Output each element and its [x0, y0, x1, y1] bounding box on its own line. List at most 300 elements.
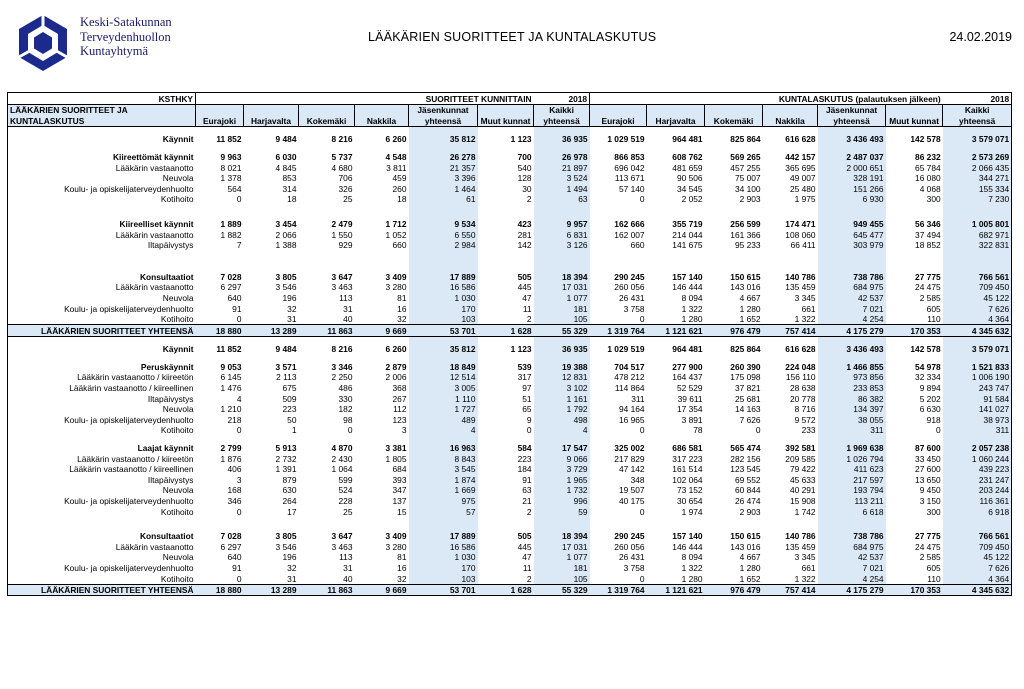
table-cell: 2 879: [385, 361, 407, 372]
table-cell: 281: [517, 229, 532, 240]
table-row: [8, 372, 1012, 383]
table-cell: 3 647: [331, 531, 353, 542]
table-cell: 9 066: [534, 453, 590, 464]
spacer-cell: [705, 264, 763, 271]
column-header-top-0: [196, 104, 244, 115]
table-cell: 60 844: [734, 485, 761, 496]
table-cell: 39 611: [677, 393, 703, 404]
table-cell: 24 475: [915, 541, 941, 552]
table-cell: 1 319 764: [590, 584, 647, 596]
table-cell: 2 066 435: [943, 162, 1012, 173]
table-cell: 63: [534, 194, 590, 205]
table-cell: 36 935: [534, 134, 590, 145]
table-row: [8, 162, 1012, 173]
table-cell: 55 329: [534, 325, 590, 337]
table-cell: 757 414: [763, 325, 818, 337]
table-cell: 3: [401, 425, 407, 436]
table-cell: 661: [801, 303, 816, 314]
table-cell: 105: [534, 314, 590, 325]
table-cell: 0: [639, 194, 645, 205]
table-cell: 282 156: [730, 453, 761, 464]
table-cell: 157 140: [672, 531, 703, 542]
table-row: [8, 495, 1012, 506]
table-cell: 260 056: [614, 282, 645, 293]
table-cell: 1 628: [478, 325, 534, 337]
table-row: [8, 531, 1012, 542]
spacer-cell: [196, 264, 244, 271]
table-cell: 4 345 632: [943, 325, 1012, 337]
spacer-cell: [534, 264, 590, 271]
table-cell: 498: [534, 414, 590, 425]
table-cell: 1 280: [739, 562, 761, 573]
table-cell: 228: [338, 496, 353, 506]
table-cell: 1 388: [275, 240, 297, 251]
table-row: [8, 562, 1012, 573]
table-cell: 37 494: [915, 229, 941, 240]
table-cell: 113: [339, 292, 353, 303]
spacer-cell: [590, 264, 647, 271]
table-cell: 640: [227, 292, 242, 303]
table-cell: 28 638: [789, 383, 816, 394]
table-cell: 423: [517, 218, 532, 229]
table-cell: 184: [517, 464, 532, 475]
table-cell: 3 579 071: [943, 344, 1012, 355]
table-cell: 91: [522, 474, 532, 485]
report-table: [7, 92, 1012, 596]
table-cell: 3 396: [409, 173, 478, 184]
table-cell: 9 957: [534, 218, 590, 229]
table-cell: 32 334: [915, 372, 941, 383]
row-label: Kotihoito: [8, 506, 196, 517]
table-row: [8, 282, 1012, 293]
column-header-12: Muut kunnat: [886, 115, 943, 126]
column-header-2: Kokemäki: [299, 115, 355, 126]
table-row: [8, 414, 1012, 425]
spacer-cell: [244, 144, 299, 151]
spacer-cell: [590, 435, 647, 442]
spacer-cell: [943, 264, 1012, 271]
table-cell: 2 799: [220, 443, 242, 454]
spacer-cell: [647, 250, 705, 264]
column-header-1: Harjavalta: [244, 115, 299, 126]
spacer-cell: [8, 250, 196, 264]
table-row: [8, 173, 1012, 184]
table-cell: 996: [534, 495, 590, 506]
table-cell: 300: [926, 506, 941, 517]
table-cell: 34 545: [676, 183, 703, 194]
table-cell: 170: [409, 303, 478, 314]
table-cell: 277 900: [672, 361, 703, 372]
table-cell: 45 122: [943, 552, 1012, 563]
row-label: Konsultaatiot: [8, 531, 196, 542]
table-cell: 196: [282, 292, 297, 303]
table-cell: 1 121 621: [647, 325, 705, 337]
table-cell: 55 329: [534, 584, 590, 596]
table-cell: 0: [639, 314, 645, 325]
table-cell: 4 364: [943, 314, 1012, 325]
table-cell: 110: [927, 314, 941, 325]
table-cell: 478 212: [614, 372, 645, 383]
spacer-cell: [763, 144, 818, 151]
table-cell: 59: [534, 506, 590, 517]
table-cell: 368: [392, 383, 407, 394]
spacer-row: [8, 250, 1012, 264]
table-cell: 9 963: [220, 151, 242, 162]
table-cell: 260: [392, 183, 407, 194]
table-cell: 17 031: [534, 282, 590, 293]
table-cell: 146 444: [672, 282, 703, 293]
table-cell: 26 474: [734, 496, 761, 506]
table-cell: 1 006 190: [943, 372, 1012, 383]
table-cell: 4 254: [818, 573, 886, 584]
spacer-cell: [244, 517, 299, 531]
table-cell: 193 794: [818, 485, 886, 496]
table-cell: 98: [343, 414, 353, 425]
spacer-cell: [705, 354, 763, 361]
column-header-7: Eurajoki: [590, 115, 647, 126]
row-label: Kiireelliset käynnit: [8, 218, 196, 229]
spacer-cell: [534, 144, 590, 151]
spacer-cell: [647, 354, 705, 361]
spacer-cell: [818, 126, 886, 134]
spacer-cell: [409, 204, 478, 218]
table-cell: 1 652: [739, 314, 761, 325]
table-cell: 95 233: [734, 240, 761, 251]
spacer-cell: [534, 354, 590, 361]
table-cell: 90 506: [676, 173, 703, 184]
table-cell: 3 126: [534, 240, 590, 251]
table-cell: 1 322: [794, 314, 816, 325]
spacer-cell: [886, 264, 943, 271]
table-cell: 1 322: [794, 573, 816, 584]
table-cell: 616 628: [785, 134, 816, 145]
table-cell: 63: [522, 485, 532, 496]
table-cell: 1: [291, 425, 297, 436]
table-cell: 2 006: [385, 372, 407, 383]
table-cell: 1 975: [794, 194, 816, 205]
section-left-year: 2018: [534, 93, 590, 105]
row-header-top: LÄÄKÄRIEN SUORITTEET JA: [8, 104, 196, 115]
spacer-cell: [244, 435, 299, 442]
table-cell: 256 599: [730, 218, 761, 229]
table-cell: 1 161: [534, 393, 590, 404]
spacer-cell: [705, 336, 763, 344]
table-row: [8, 271, 1012, 282]
table-cell: 13 650: [915, 474, 941, 485]
table-cell: 347: [392, 485, 407, 496]
table-cell: 17 354: [676, 404, 703, 415]
table-cell: 40: [343, 314, 353, 325]
table-cell: 35 812: [409, 134, 478, 145]
table-cell: 135 459: [785, 282, 816, 293]
spacer-cell: [355, 435, 409, 442]
spacer-cell: [647, 126, 705, 134]
table-cell: 25: [343, 194, 353, 205]
table-cell: 684 975: [818, 541, 886, 552]
spacer-cell: [886, 336, 943, 344]
section-right-label: KUNTALASKUTUS (palautuksen jälkeen): [590, 93, 943, 105]
table-cell: 0: [347, 425, 353, 436]
table-cell: 6 145: [220, 372, 242, 383]
table-cell: 57 140: [618, 183, 645, 194]
table-cell: 3 571: [275, 361, 297, 372]
table-cell: 40: [343, 573, 353, 584]
table-cell: 4 068: [919, 183, 941, 194]
table-cell: 1 378: [220, 173, 242, 184]
spacer-cell: [299, 336, 355, 344]
table-cell: 684 975: [818, 282, 886, 293]
table-cell: 66 411: [790, 240, 816, 251]
table-cell: 35 812: [409, 344, 478, 355]
table-cell: 3 524: [534, 173, 590, 184]
table-cell: 7: [236, 240, 242, 251]
row-label: Käynnit: [8, 344, 196, 355]
row-label: Lääkärin vastaanotto / kiireellinen: [8, 464, 196, 475]
table-row: [8, 344, 1012, 355]
table-cell: 4 680: [331, 162, 353, 173]
table-cell: 317: [517, 372, 532, 383]
table-cell: 21: [522, 496, 532, 506]
table-cell: 311: [943, 425, 1012, 436]
table-cell: 2: [526, 573, 532, 584]
table-cell: 209 585: [785, 453, 816, 464]
table-cell: 25: [343, 506, 353, 517]
table-cell: 505: [517, 531, 532, 542]
spacer-cell: [943, 250, 1012, 264]
spacer-cell: [818, 336, 886, 344]
table-cell: 18 849: [409, 361, 478, 372]
row-label: LÄÄKÄRIEN SUORITTEET YHTEENSÄ: [8, 325, 196, 337]
table-cell: 2 000 651: [818, 162, 886, 173]
table-cell: 231 247: [943, 474, 1012, 485]
table-cell: 53 701: [409, 584, 478, 596]
spacer-cell: [8, 126, 196, 134]
table-cell: 3 758: [623, 303, 645, 314]
spacer-cell: [409, 517, 478, 531]
table-cell: 11: [522, 303, 532, 314]
spacer-row: [8, 126, 1012, 134]
row-label: Lääkärin vastaanotto / kiireetön: [8, 453, 196, 464]
table-cell: 1 792: [534, 404, 590, 415]
table-cell: 682 971: [943, 229, 1012, 240]
table-cell: 3 346: [331, 361, 353, 372]
row-label: Neuvola: [8, 292, 196, 303]
table-cell: 157 140: [672, 271, 703, 282]
table-cell: 9 484: [275, 134, 297, 145]
table-cell: 150 615: [730, 531, 761, 542]
table-cell: 3 409: [385, 531, 407, 542]
table-cell: 9 894: [919, 383, 941, 394]
spacer-cell: [196, 336, 244, 344]
spacer-cell: [299, 354, 355, 361]
table-cell: 311: [818, 425, 886, 436]
table-cell: 1 030: [409, 292, 478, 303]
table-cell: 3 005: [409, 382, 478, 393]
row-label: Kotihoito: [8, 425, 196, 436]
table-row: [8, 292, 1012, 303]
table-row: [8, 453, 1012, 464]
table-cell: 675: [282, 383, 297, 394]
table-cell: 3 436 493: [818, 134, 886, 145]
spacer-cell: [299, 144, 355, 151]
table-cell: 6 918: [943, 506, 1012, 517]
row-label: Lääkärin vastaanotto: [8, 162, 196, 173]
table-cell: 2 585: [919, 292, 941, 303]
table-cell: 1 322: [681, 562, 703, 573]
table-cell: 9: [526, 414, 532, 425]
table-cell: 660: [630, 240, 645, 251]
spacer-cell: [590, 336, 647, 344]
table-cell: 866 853: [614, 151, 645, 162]
table-cell: 224 048: [785, 361, 816, 372]
column-header-13: yhteensä: [943, 115, 1012, 126]
table-cell: 33 450: [915, 453, 941, 464]
spacer-cell: [943, 354, 1012, 361]
column-header-top-7: [590, 104, 647, 115]
table-cell: 9 053: [220, 361, 242, 372]
table-cell: 757 414: [763, 584, 818, 596]
table-cell: 300: [926, 194, 941, 205]
table-cell: 393: [392, 474, 407, 485]
table-row: [8, 552, 1012, 563]
table-cell: 91 584: [943, 393, 1012, 404]
spacer-cell: [409, 126, 478, 134]
table-cell: 918: [926, 414, 941, 425]
table-cell: 569 265: [730, 151, 761, 162]
spacer-cell: [818, 250, 886, 264]
section-left-label: SUORITTEET KUNNITTAIN: [196, 93, 534, 105]
table-cell: 290 245: [614, 271, 645, 282]
table-cell: 6 550: [409, 229, 478, 240]
table-cell: 114 864: [614, 383, 645, 394]
table-cell: 4 175 279: [818, 325, 886, 337]
row-label: Iltapäivystys: [8, 393, 196, 404]
table-cell: 3 280: [385, 541, 407, 552]
spacer-cell: [705, 126, 763, 134]
table-cell: 217 829: [614, 453, 645, 464]
total-row: [8, 584, 1012, 596]
spacer-cell: [355, 204, 409, 218]
table-cell: 7 021: [818, 562, 886, 573]
table-cell: 7 626: [739, 414, 761, 425]
row-label: Neuvola: [8, 404, 196, 415]
table-cell: 19 388: [534, 361, 590, 372]
table-cell: 3 345: [794, 552, 816, 563]
table-cell: 3 280: [385, 282, 407, 293]
table-cell: 51: [522, 393, 532, 404]
table-cell: 290 245: [614, 531, 645, 542]
table-cell: 3 758: [623, 562, 645, 573]
table-cell: 150 615: [730, 271, 761, 282]
table-cell: 31: [287, 314, 297, 325]
spacer-cell: [534, 126, 590, 134]
table-cell: 1 652: [739, 573, 761, 584]
table-cell: 218: [227, 414, 242, 425]
table-cell: 3 381: [385, 443, 407, 454]
table-cell: 2 984: [409, 240, 478, 251]
table-cell: 13 289: [244, 325, 299, 337]
report-title: LÄÄKÄRIEN SUORITTEET JA KUNTALASKUTUS: [368, 30, 657, 44]
row-label: Lääkärin vastaanotto: [8, 541, 196, 552]
spacer-cell: [763, 250, 818, 264]
report-header: [0, 0, 1024, 92]
table-cell: 170: [409, 562, 478, 573]
table-cell: 141 675: [672, 240, 703, 251]
spacer-cell: [8, 517, 196, 531]
table-cell: 9 572: [794, 414, 816, 425]
table-cell: 223: [282, 404, 297, 415]
table-cell: 140 786: [785, 271, 816, 282]
table-cell: 365 695: [785, 162, 816, 173]
spacer-cell: [244, 126, 299, 134]
table-cell: 2 430: [331, 453, 353, 464]
table-cell: 3 891: [681, 414, 703, 425]
table-cell: 264: [282, 496, 297, 506]
table-cell: 1 466 855: [818, 361, 886, 372]
spacer-row: [8, 336, 1012, 344]
table-cell: 1 210: [220, 404, 242, 415]
row-label: Koulu- ja opiskelijaterveydenhuolto: [8, 183, 196, 194]
table-row: [8, 240, 1012, 251]
table-cell: 12 514: [409, 372, 478, 383]
spacer-cell: [478, 354, 534, 361]
table-cell: 2 479: [331, 218, 353, 229]
table-cell: 142 578: [910, 344, 941, 355]
report-date: 24.02.2019: [949, 30, 1012, 44]
spacer-cell: [196, 354, 244, 361]
table-cell: 1 874: [409, 474, 478, 485]
table-cell: 7 021: [818, 303, 886, 314]
spacer-cell: [886, 250, 943, 264]
table-cell: 27 775: [915, 531, 941, 542]
table-cell: 21 897: [534, 162, 590, 173]
table-cell: 9 669: [355, 325, 409, 337]
table-cell: 156 110: [785, 372, 816, 383]
table-cell: 8 216: [331, 134, 353, 145]
table-cell: 325 002: [614, 443, 645, 454]
table-cell: 1 029 519: [607, 134, 645, 145]
spacer-cell: [647, 204, 705, 218]
table-cell: 123: [392, 414, 407, 425]
table-cell: 16 080: [915, 173, 941, 184]
table-cell: 47: [522, 552, 532, 563]
table-cell: 853: [282, 173, 297, 184]
table-cell: 18 880: [196, 325, 244, 337]
row-label: Lääkärin vastaanotto / kiireetön: [8, 372, 196, 383]
table-cell: 311: [631, 393, 645, 404]
table-cell: 1 464: [409, 183, 478, 194]
table-cell: 31: [343, 303, 353, 314]
spacer-cell: [355, 517, 409, 531]
table-cell: 2 573 269: [943, 151, 1012, 162]
table-cell: 17: [287, 506, 297, 517]
table-cell: 30: [522, 183, 532, 194]
table-cell: 174 471: [785, 218, 816, 229]
table-cell: 267: [392, 393, 407, 404]
spacer-cell: [818, 144, 886, 151]
column-header-6: yhteensä: [534, 115, 590, 126]
table-cell: 5 913: [275, 443, 297, 454]
table-cell: 49 007: [789, 173, 816, 184]
table-cell: 0: [639, 573, 645, 584]
spacer-cell: [244, 250, 299, 264]
table-cell: 355 719: [672, 218, 703, 229]
table-cell: 32: [287, 562, 297, 573]
table-cell: 8 021: [220, 162, 242, 173]
table-cell: 9 669: [355, 584, 409, 596]
table-cell: 1 280: [739, 303, 761, 314]
table-cell: 16: [397, 303, 407, 314]
